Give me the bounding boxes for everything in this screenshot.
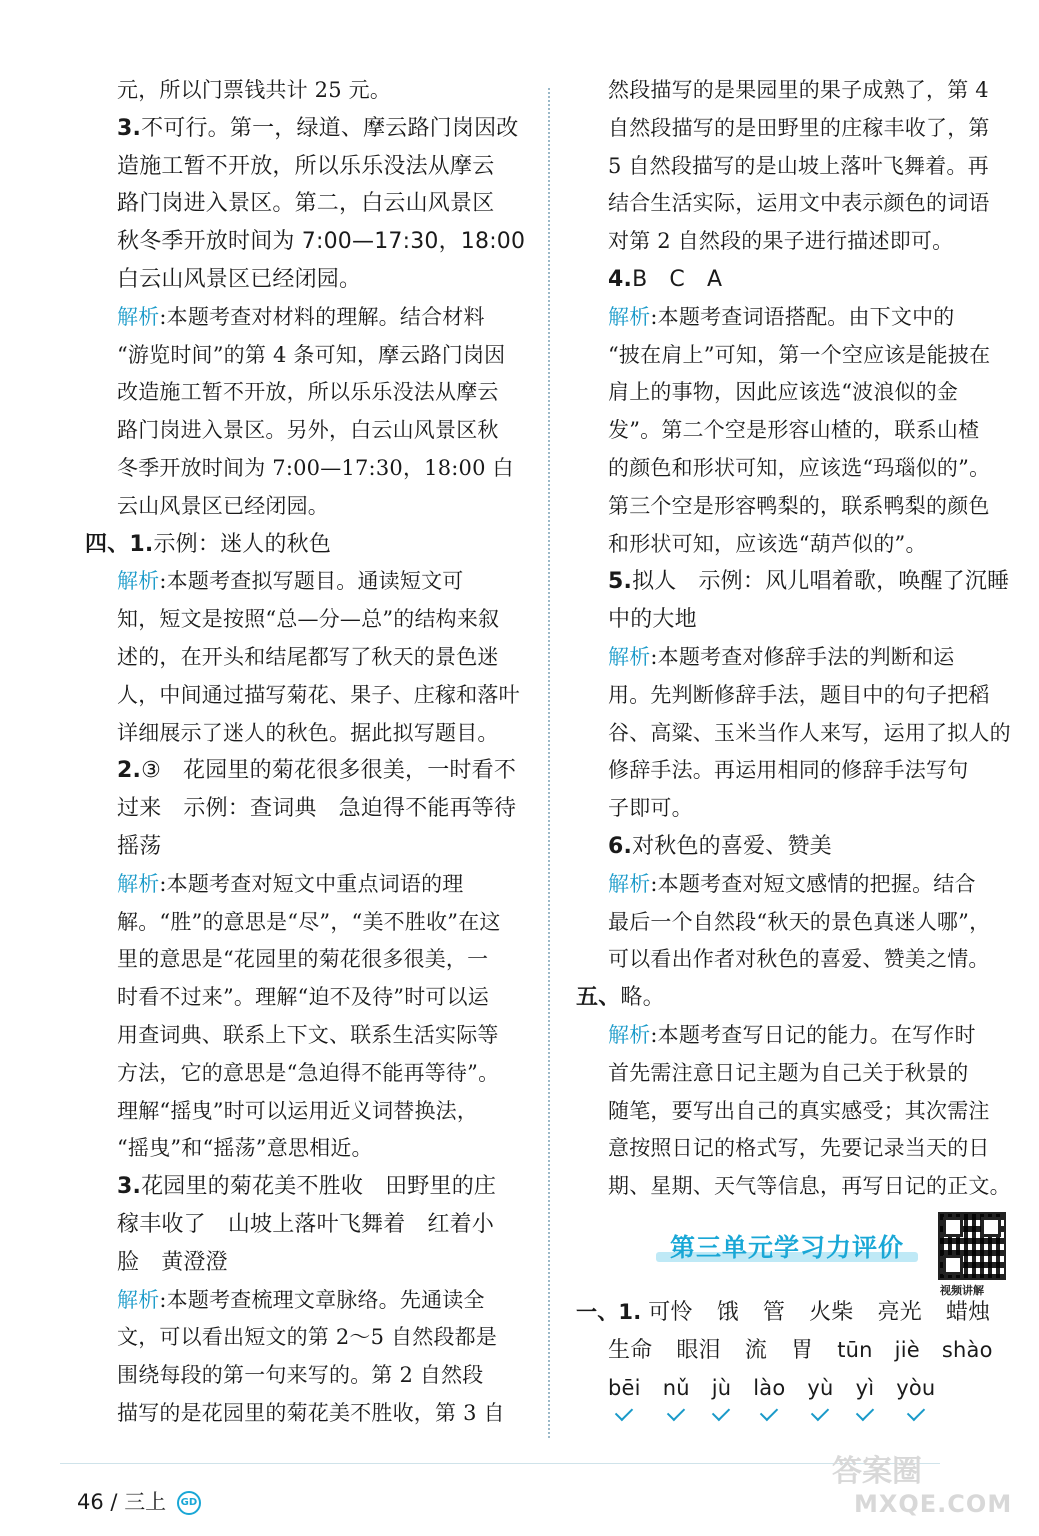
footer-separator: /	[110, 1490, 118, 1514]
body-text: 详细展示了迷人的秋色。据此拟写题目。	[117, 720, 499, 745]
pinyin-answers	[608, 1376, 957, 1400]
body-text: 自然段描写的是田野里的庄稼丰收了，第	[608, 115, 990, 140]
qr-finder-mark	[943, 1217, 963, 1237]
answer-word: 亮光	[877, 1299, 922, 1325]
answer-word: 火柴	[809, 1299, 854, 1325]
pinyin-answer: lào	[753, 1370, 785, 1408]
answer-text: 示例：迷人的秋色	[153, 531, 332, 557]
answer-part: 黄澄澄	[161, 1249, 228, 1275]
text-line	[608, 1093, 1028, 1131]
body-text: :本题考查对短文感情的把握。结合	[650, 871, 976, 896]
text-line	[608, 1055, 1028, 1093]
analysis-label: 解析	[608, 304, 651, 329]
answer-text: 造施工暂不开放，所以乐乐没法从摩云	[117, 153, 495, 179]
column-divider	[548, 88, 550, 1438]
answer-part: 田野里的庄	[385, 1174, 497, 1200]
answer-part: A	[706, 266, 723, 292]
pinyin-answer: yòu	[896, 1370, 935, 1408]
text-line	[117, 1319, 537, 1357]
text-line	[608, 412, 1028, 450]
text-line	[117, 1093, 537, 1131]
answer-text: 不可行。第一，绿道、摩云路门岗因改	[141, 115, 519, 141]
qr-caption: 视频讲解	[940, 1283, 984, 1297]
text-line	[117, 1395, 537, 1433]
text-line	[576, 979, 1028, 1017]
analysis-label: 解析	[117, 304, 160, 329]
text-line	[117, 904, 537, 942]
answer-part: 红着小	[427, 1211, 495, 1237]
text-line	[117, 1206, 537, 1244]
watermark	[832, 1456, 1012, 1520]
text-line	[608, 715, 1028, 753]
text-line	[117, 790, 537, 828]
answer-part: 花园里的菊花很多很美，一时看不	[183, 758, 517, 784]
check-mark-icon	[811, 1402, 829, 1420]
text-line	[117, 639, 537, 677]
question-number: 1.	[618, 1299, 642, 1324]
answer-word: 管	[762, 1299, 786, 1325]
text-line	[117, 488, 537, 526]
pinyin-answer: shào	[941, 1337, 993, 1362]
text-line	[608, 223, 1028, 261]
watermark-title: 答案圈	[832, 1454, 922, 1489]
body-text: “摇曳”和“摇荡”意思相近。	[117, 1136, 373, 1161]
answer-part: 急迫得不能再等待	[338, 796, 517, 822]
text-line	[608, 1168, 1028, 1206]
check-mark-icon	[712, 1402, 730, 1420]
body-text: 5 自然段描写的是山坡上落叶飞舞着。再	[608, 153, 989, 178]
body-text: 然段描写的是果园里的果子成熟了，第 4	[608, 78, 989, 102]
check-mark-icon	[760, 1402, 778, 1420]
text-line	[117, 223, 537, 261]
body-text: 发”。第二个空是形容山楂的，联系山楂	[608, 418, 980, 443]
text-line	[608, 488, 1028, 526]
body-text: 的颜色和形状可知，应该选“玛瑙似的”。	[608, 455, 991, 480]
body-text: “游览时间”的第 4 条可知，摩云路门岗因	[117, 342, 506, 367]
body-text: :本题考查词语搭配。由下文中的	[650, 304, 955, 329]
text-line	[117, 337, 537, 375]
answer-word: 可怜	[648, 1299, 693, 1325]
body-text: 修辞手法。再运用相同的修辞手法写句	[608, 758, 969, 783]
footer-rule	[60, 1463, 940, 1464]
pinyin-answer: yù	[807, 1370, 833, 1408]
body-text: 肩上的事物，因此应该选“波浪似的金	[608, 380, 959, 405]
body-text: 改造施工暂不开放，所以乐乐没法从摩云	[117, 380, 499, 405]
text-line	[608, 904, 1028, 942]
answer-part: 过来	[117, 796, 162, 822]
text-line	[117, 299, 537, 337]
answer-word: 生命	[608, 1337, 653, 1363]
text-line	[117, 1357, 537, 1395]
body-text: 人，中间通过描写菊花、果子、庄稼和落叶	[117, 682, 520, 707]
body-text: 知，短文是按照“总—分—总”的结构来叙	[117, 607, 500, 632]
text-line	[117, 979, 537, 1017]
body-text: 描写的是花园里的菊花美不胜收，第 3 自	[117, 1400, 505, 1425]
body-text: 文，可以看出短文的第 2～5 自然段都是	[117, 1325, 498, 1350]
body-text: :本题考查梳理文章脉络。先通读全	[159, 1287, 485, 1312]
text-line	[117, 1130, 537, 1168]
right-column	[576, 72, 1028, 1416]
analysis-label: 解析	[608, 1022, 651, 1047]
question-number: 5.	[608, 569, 633, 595]
answer-word: 流	[744, 1337, 768, 1363]
section-marker: 五、	[576, 985, 621, 1011]
answer-part: 花园里的菊花美不胜收	[141, 1174, 364, 1200]
question-number: 4.	[608, 266, 633, 292]
question-number: 3.	[117, 1174, 142, 1200]
answer-word: 饿	[716, 1299, 739, 1325]
analysis-label: 解析	[608, 644, 651, 669]
body-text: 和形状可知，应该选“葫芦似的”。	[608, 531, 927, 556]
text-line	[608, 526, 1028, 564]
unit-title: 第三单元学习力评价	[670, 1228, 904, 1264]
body-text: 随笔，要写出自己的真实感受；其次需注	[608, 1098, 990, 1123]
text-line	[608, 601, 1028, 639]
analysis-label: 解析	[117, 871, 160, 896]
answer-part: 示例：风儿唱着歌，唤醒了沉睡	[698, 569, 1010, 595]
question-number: 2.	[117, 758, 142, 784]
body-text: :本题考查写日记的能力。在写作时	[650, 1022, 976, 1047]
text-line	[608, 828, 1028, 866]
text-line	[608, 450, 1028, 488]
question-number: 6.	[608, 833, 633, 859]
answer-words	[608, 1338, 837, 1363]
body-text: 围绕每段的第一句来写的。第 2 自然段	[117, 1363, 484, 1388]
text-line	[117, 1017, 537, 1055]
answer-part: ③	[141, 758, 162, 784]
answer-text: 摇荡	[117, 833, 162, 859]
answer-word: 胃	[791, 1337, 814, 1363]
text-line	[608, 1130, 1028, 1168]
body-text: :本题考查拟写题目。通读短文可	[159, 569, 464, 594]
body-text: 理解“摇曳”时可以运用近义词替换法，	[117, 1098, 479, 1123]
text-line	[608, 148, 1028, 186]
text-line	[117, 374, 537, 412]
text-line	[85, 526, 537, 564]
text-line	[117, 1244, 537, 1282]
section-one-row1	[576, 1294, 1028, 1332]
body-text: 谷、高粱、玉米当作人来写，运用了拟人的	[608, 720, 1011, 745]
text-line	[608, 677, 1028, 715]
text-line	[608, 563, 1028, 601]
body-text: :本题考查对短文中重点词语的理	[159, 871, 464, 896]
body-text: 期、星期、天气等信息，再写日记的正文。	[608, 1174, 1011, 1199]
answer-part: 拟人	[632, 569, 677, 595]
pinyin-answer: tūn	[837, 1337, 873, 1362]
body-text: 路门岗进入景区。另外，白云山风景区秋	[117, 418, 499, 443]
pinyin-answer: jiè	[894, 1337, 920, 1362]
page-number: 46	[77, 1490, 104, 1514]
answer-word: 眼泪	[676, 1337, 721, 1363]
section-one-row3	[608, 1370, 1028, 1416]
body-text: 意按照日记的格式写，先要记录当天的日	[608, 1136, 990, 1161]
body-text: 首先需注意日记主题为自己关于秋景的	[608, 1060, 969, 1085]
body-text: 对第 2 自然段的果子进行描述即可。	[608, 229, 954, 254]
body-text: 云山风景区已经闭园。	[117, 493, 329, 518]
text-line	[117, 866, 537, 904]
body-text: 用查词典、联系上下文、联系生活实际等	[117, 1022, 499, 1047]
answer-part: 山坡上落叶飞舞着	[227, 1211, 406, 1237]
answer-part: 稼丰收了	[117, 1211, 206, 1237]
text-line	[608, 941, 1028, 979]
question-number: 3.	[117, 115, 142, 141]
analysis-label: 解析	[608, 871, 651, 896]
unit-header	[608, 1210, 1028, 1297]
watermark-url: MXQE.COM	[854, 1490, 1013, 1518]
text-line	[608, 1017, 1028, 1055]
text-line	[608, 72, 1028, 110]
text-line	[117, 677, 537, 715]
body-text: 最后一个自然段“秋天的景色真迷人哪”，	[608, 909, 991, 934]
page-footer	[77, 1486, 201, 1516]
qr-finder-mark	[981, 1217, 1001, 1237]
answer-part: 脸	[117, 1249, 140, 1275]
text-line	[117, 72, 537, 110]
text-line	[117, 261, 537, 299]
text-line	[608, 639, 1028, 677]
section-marker: 四、	[85, 531, 130, 557]
answer-part: 示例：查词典	[183, 796, 317, 822]
text-line	[608, 110, 1028, 148]
answer-part: B	[632, 266, 648, 292]
text-line	[608, 866, 1028, 904]
text-line	[117, 450, 537, 488]
text-line	[117, 110, 537, 148]
body-text: 述的，在开头和结尾都写了秋天的景色迷	[117, 644, 499, 669]
body-text: 可以看出作者对秋色的喜爱、赞美之情。	[608, 947, 990, 972]
text-line	[608, 374, 1028, 412]
body-text: :本题考查对修辞手法的判断和运	[650, 644, 955, 669]
text-line	[117, 1282, 537, 1320]
qr-code-icon[interactable]	[938, 1212, 1006, 1280]
text-line	[608, 185, 1028, 223]
body-text: 冬季开放时间为 7:00—17:30，18:00 白	[117, 455, 514, 480]
text-line	[117, 148, 537, 186]
text-line	[117, 601, 537, 639]
body-text: 第三个空是形容鸭梨的，联系鸭梨的颜色	[608, 493, 990, 518]
body-text: “披在肩上”可知，第一个空应该是能披在	[608, 342, 991, 367]
answer-text: 白云山风景区已经闭园。	[117, 266, 362, 292]
check-mark-icon	[907, 1402, 925, 1420]
pinyin-answer: jù	[712, 1370, 732, 1408]
body-text: 子即可。	[608, 796, 693, 821]
analysis-label: 解析	[117, 1287, 160, 1312]
answer-text: 秋冬季开放时间为 7:00—17:30，18:00	[117, 229, 526, 255]
text-line	[608, 752, 1028, 790]
text-line	[117, 752, 537, 790]
text-line	[117, 828, 537, 866]
body-text: 时看不过来”。理解“迫不及待”时可以运	[117, 985, 490, 1010]
pinyin-answer: bēi	[608, 1370, 641, 1408]
left-column	[85, 72, 537, 1433]
check-mark-icon	[856, 1402, 874, 1420]
body-text: 解。“胜”的意思是“尽”，“美不胜收”在这	[117, 909, 501, 934]
pinyin-answer: nǔ	[663, 1370, 690, 1408]
body-text: 结合生活实际，运用文中表示颜色的词语	[608, 191, 990, 216]
answer-text: 对秋色的喜爱、赞美	[632, 833, 832, 859]
body-text: 方法，它的意思是“急迫得不能再等待”。	[117, 1060, 500, 1085]
analysis-label: 解析	[117, 569, 160, 594]
text-line	[117, 1055, 537, 1093]
section-one-row2	[608, 1332, 1028, 1370]
section-marker: 一、	[576, 1299, 619, 1324]
text-line	[608, 261, 1028, 299]
text-line	[608, 337, 1028, 375]
text-line	[117, 412, 537, 450]
check-mark-icon	[667, 1402, 685, 1420]
answer-word: 蜡烛	[945, 1299, 991, 1325]
answer-text: 路门岗进入景区。第二，白云山风景区	[117, 191, 495, 217]
qr-finder-mark	[943, 1255, 963, 1275]
answer-words	[648, 1300, 1014, 1325]
text-line	[117, 563, 537, 601]
pinyin-answer: yì	[856, 1370, 875, 1408]
answer-text: 略。	[620, 985, 665, 1011]
text-line	[117, 941, 537, 979]
pinyin-answers	[837, 1338, 1014, 1362]
text-line	[117, 1168, 537, 1206]
body-text: 用。先判断修辞手法，题目中的句子把稻	[608, 682, 990, 707]
body-text: :本题考查对材料的理解。结合材料	[159, 304, 485, 329]
body-text: 元，所以门票钱共计 25 元。	[117, 78, 392, 102]
text-line	[117, 185, 537, 223]
grade-label: 三上	[124, 1490, 167, 1514]
text-line	[608, 790, 1028, 828]
text-line	[117, 715, 537, 753]
region-badge-icon: GD	[177, 1491, 201, 1515]
text-line	[608, 299, 1028, 337]
body-text: 里的意思是“花园里的菊花很多很美，一	[117, 947, 489, 972]
check-mark-icon	[615, 1402, 633, 1420]
answer-part: C	[669, 266, 685, 292]
answer-text: 中的大地	[608, 607, 697, 633]
question-number: 1.	[129, 531, 154, 557]
